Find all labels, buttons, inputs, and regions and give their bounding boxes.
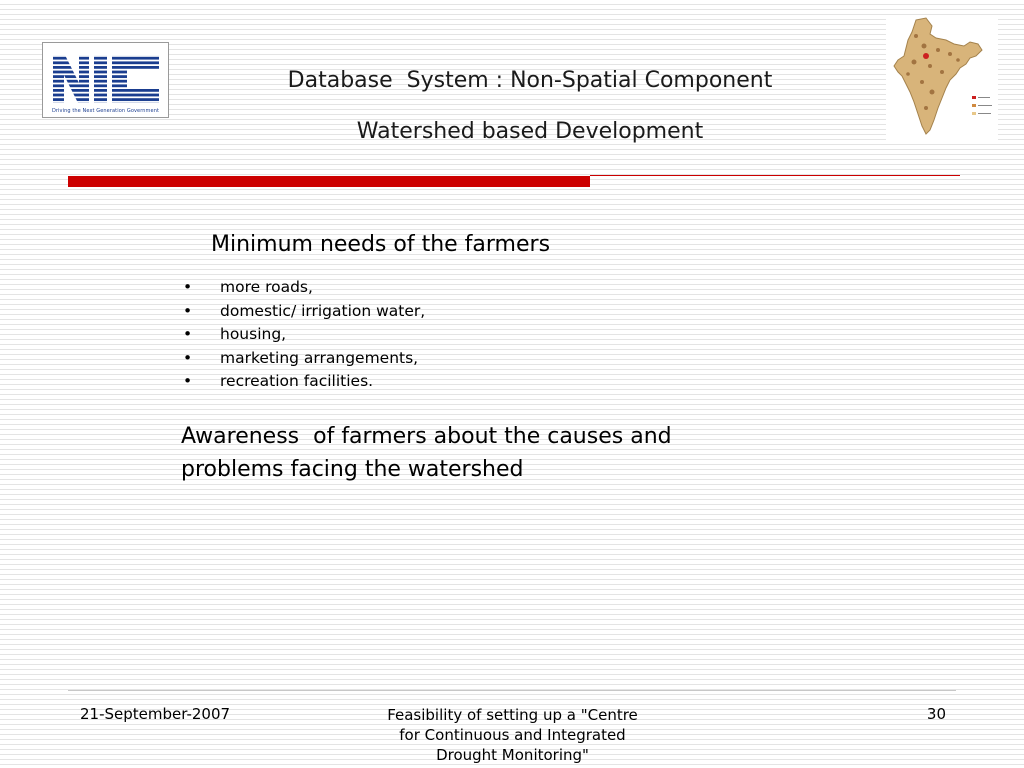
- title-rule-thick: [68, 176, 590, 187]
- awareness-line-1: Awareness of farmers about the causes and: [181, 424, 672, 449]
- footer-line-2: for Continuous and Integrated: [399, 726, 626, 744]
- bullet-glyph: •: [183, 301, 193, 320]
- slide-subtitle: Watershed based Development: [356, 119, 704, 144]
- awareness-paragraph: [181, 420, 781, 486]
- footer-rule: [68, 690, 956, 691]
- list-item: [182, 300, 425, 324]
- list-item-text: domestic/ irrigation water,: [220, 301, 426, 320]
- logo-tagline: Driving the Next Generation Government: [51, 108, 160, 114]
- list-item: [182, 323, 425, 347]
- list-item: [182, 370, 425, 394]
- bullet-glyph: •: [183, 278, 193, 296]
- footer-line-3: Drought Monitoring": [436, 746, 589, 764]
- awareness-line-2: problems facing the watershed: [181, 457, 524, 482]
- bullet-glyph: •: [183, 325, 193, 343]
- list-item-text: recreation facilities.: [220, 372, 374, 390]
- list-item: [182, 276, 425, 300]
- list-item-text: more roads,: [220, 278, 313, 296]
- india-map-icon: [886, 16, 998, 140]
- nic-logo-icon: [43, 43, 168, 117]
- footer-line-1: Feasibility of setting up a "Centre: [387, 706, 638, 724]
- bullet-glyph: •: [183, 348, 193, 367]
- footer-presentation-title: [355, 705, 670, 765]
- slide-number: 30: [926, 705, 946, 723]
- list-item: [182, 347, 425, 371]
- slide-title: Database System : Non-Spatial Component: [287, 68, 773, 93]
- needs-heading: Minimum needs of the farmers: [211, 232, 551, 257]
- needs-list: [182, 276, 425, 394]
- title-rule-thin: [590, 175, 960, 176]
- bullet-glyph: •: [183, 372, 193, 390]
- nic-logo: [42, 42, 169, 118]
- india-map: [886, 16, 998, 140]
- footer-date: 21-September-2007: [80, 705, 231, 723]
- list-item-text: housing,: [220, 325, 287, 343]
- list-item-text: marketing arrangements,: [220, 348, 419, 367]
